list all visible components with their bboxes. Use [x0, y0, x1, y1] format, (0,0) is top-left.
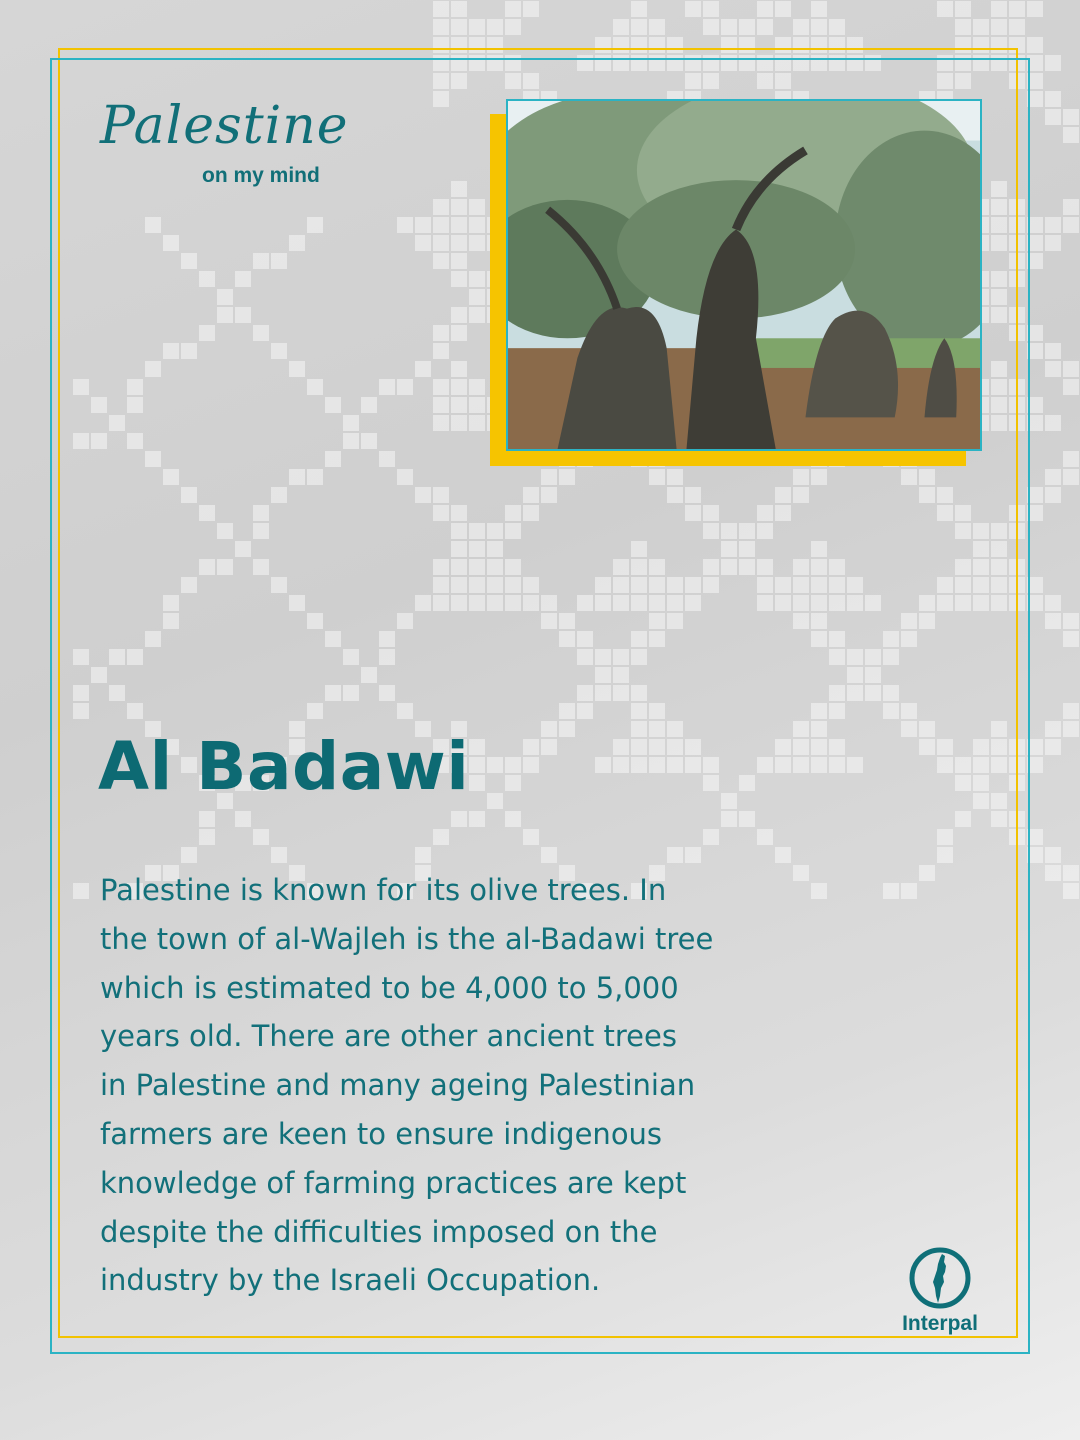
description-line: Palestine is known for its olive trees. In: [100, 873, 667, 907]
description-line: farmers are keen to ensure indigenous: [100, 1116, 663, 1151]
description-line: despite the difficulties imposed on the: [100, 1214, 658, 1249]
description-line: years old. There are other ancient trees: [100, 1019, 677, 1054]
palestine-map-icon: [908, 1246, 972, 1310]
logo-script-text: Palestine: [100, 96, 349, 156]
description-line: in Palestine and many ageing Palestinian: [100, 1068, 696, 1103]
page-title: Al Badawi: [98, 728, 470, 805]
palestine-on-my-mind-logo: [100, 96, 440, 188]
description-line: the town of al-Wajleh is the al-Badawi tree: [100, 921, 714, 956]
brand-name: Interpal: [902, 1312, 978, 1335]
description-line: knowledge of farming practices are kept: [100, 1165, 687, 1200]
interpal-logo: [890, 1246, 990, 1336]
description-line: which is estimated to be 4,000 to 5,000: [100, 970, 679, 1005]
logo-tagline: on my mind: [202, 164, 320, 187]
olive-tree-photo: [506, 99, 982, 451]
description-line: industry by the Israeli Occupation.: [100, 1263, 601, 1298]
description-paragraph: [100, 866, 800, 1305]
